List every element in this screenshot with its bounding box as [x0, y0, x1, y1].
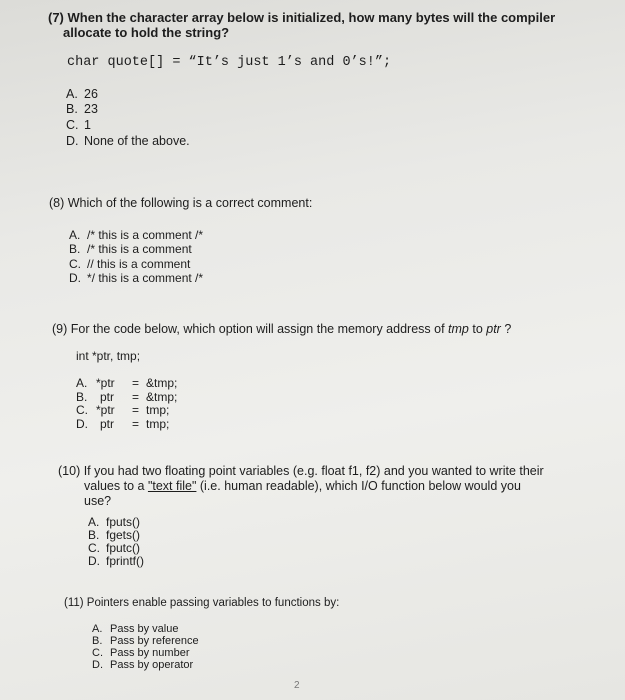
question-10-option-c: C. fputc(): [88, 541, 141, 555]
question-11-option-d: D. Pass by operator: [92, 659, 194, 671]
question-8-option-b: B. /* this is a comment: [69, 242, 192, 256]
question-11-option-c: C. Pass by number: [92, 647, 190, 659]
question-10-option-b: B. fgets(): [88, 528, 141, 542]
question-8-option-d: D. */ this is a comment /*: [69, 271, 204, 285]
question-9-option-c: C. *ptr = tmp;: [76, 403, 170, 417]
question-7-code: char quote[] = “It’s just 1’s and 0’s!”;: [67, 55, 392, 70]
question-7-line-2: allocate to hold the string?: [63, 25, 230, 40]
text-file-link: "text file": [147, 479, 197, 493]
question-7-option-a: A. 26: [66, 87, 98, 101]
question-7-line-1: (7) When the character array below is initialized, how many bytes will the compiler: [48, 10, 556, 25]
question-10-line-2: values to a "text file" (i.e. human readable), which I/O function below would you: [84, 479, 521, 493]
page-number: 2: [294, 680, 300, 691]
question-9-text: (9) For the code below, which option will assign the memory address of tmp to ptr ?: [52, 322, 512, 336]
question-11-option-a: A. Pass by value: [92, 623, 179, 635]
question-8-option-a: A. /* this is a comment /*: [69, 228, 204, 242]
question-9-code: int *ptr, tmp;: [76, 349, 141, 363]
question-8-option-c: C. // this is a comment: [69, 257, 191, 271]
question-11-option-b: B. Pass by reference: [92, 635, 199, 647]
question-9-option-d: D. ptr = tmp;: [76, 417, 170, 431]
question-10-option-d: D. fprintf(): [88, 554, 145, 568]
question-11-text: (11) Pointers enable passing variables to functions by:: [64, 597, 340, 609]
question-10-line-1: (10) If you had two floating point variables (e.g. float f1, f2) and you wanted to write their: [58, 464, 544, 478]
question-9-option-a: A. *ptr = &tmp;: [76, 376, 178, 390]
question-10-line-3: use?: [84, 494, 112, 508]
question-8-text: (8) Which of the following is a correct comment:: [49, 196, 313, 210]
question-7-option-c: C. 1: [66, 118, 91, 132]
question-7-option-b: B. 23: [66, 102, 98, 116]
question-9-option-b: B. ptr = &tmp;: [76, 390, 178, 404]
question-7-option-d: D. None of the above.: [66, 134, 190, 148]
question-10-option-a: A. fputs(): [88, 515, 141, 529]
